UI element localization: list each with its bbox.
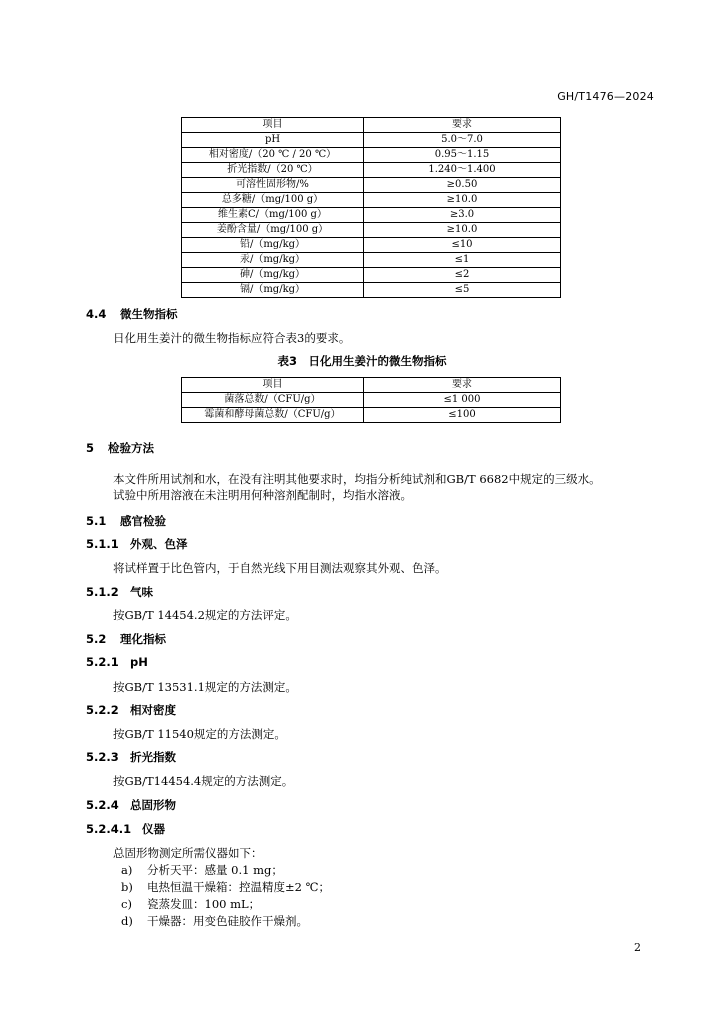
list-item-text: 电热恒温干燥箱：控温精度±2 ℃； <box>147 880 330 894</box>
list-marker: d) <box>121 914 133 928</box>
table-cell: 5.0～7.0 <box>364 133 561 148</box>
list-item-text: 瓷蒸发皿：100 mL； <box>147 897 261 911</box>
list-marker: a) <box>121 863 133 877</box>
table-cell: 折光指数/（20 ℃） <box>182 163 364 178</box>
table-cell: ≥10.0 <box>364 193 561 208</box>
section-number: 5.1 <box>86 514 107 528</box>
physicochemical-table <box>181 117 561 298</box>
table-cell: 铅/（mg/kg） <box>182 238 364 253</box>
section-heading-5-2 <box>86 631 166 647</box>
section-heading-5-1-1 <box>86 536 188 552</box>
column-header: 项目 <box>182 378 364 393</box>
table-cell: 镉/（mg/kg） <box>182 283 364 298</box>
section-number: 5.2.4 <box>86 798 119 812</box>
section-number: 5.2.3 <box>86 750 119 764</box>
table-caption: 表3 日化用生姜汁的微生物指标 <box>277 354 447 368</box>
section-heading-5-2-3 <box>86 749 176 765</box>
list-marker: b) <box>121 880 133 894</box>
list-item <box>121 862 283 878</box>
section-title: pH <box>130 655 148 669</box>
table-cell: 总多糖/（mg/100 g） <box>182 193 364 208</box>
table-row <box>182 208 561 223</box>
section-title: 折光指数 <box>130 750 176 764</box>
paragraph: 本文件所用试剂和水，在没有注明其他要求时，均指分析纯试剂和GB/T 6682中规定的三级水。 <box>113 472 601 486</box>
section-number: 4.4 <box>86 307 107 321</box>
table-cell: ≤2 <box>364 268 561 283</box>
table-header-row <box>182 378 561 393</box>
table-cell: 相对密度/（20 ℃ / 20 ℃） <box>182 148 364 163</box>
table-cell: pH <box>182 133 364 148</box>
table-cell: ≤5 <box>364 283 561 298</box>
table-row <box>182 193 561 208</box>
page-number: 2 <box>634 941 641 954</box>
section-number: 5 <box>86 441 95 455</box>
section-number: 5.1.2 <box>86 585 119 599</box>
table-row <box>182 283 561 298</box>
section-heading-5-2-4-1 <box>86 821 165 837</box>
section-title: 气味 <box>130 585 153 599</box>
paragraph: 试验中所用溶液在未注明用何种溶剂配制时，均指水溶液。 <box>113 488 412 502</box>
table-cell: 可溶性固形物/% <box>182 178 364 193</box>
section-title: 理化指标 <box>120 632 166 646</box>
table-row <box>182 268 561 283</box>
section-heading-5-2-2 <box>86 702 176 718</box>
table-row <box>182 253 561 268</box>
table-row <box>182 133 561 148</box>
table-cell: 维生素C/（mg/100 g） <box>182 208 364 223</box>
table-header-row <box>182 118 561 133</box>
table-row <box>182 393 561 408</box>
list-item-text: 干燥器：用变色硅胶作干燥剂。 <box>147 914 308 928</box>
table-cell: 砷/（mg/kg） <box>182 268 364 283</box>
paragraph: 按GB/T 11540规定的方法测定。 <box>113 727 286 741</box>
list-item <box>121 896 260 912</box>
list-marker: c) <box>121 897 132 911</box>
paragraph: 按GB/T 13531.1规定的方法测定。 <box>113 680 297 694</box>
section-heading-5-2-4 <box>86 797 176 813</box>
table-row <box>182 178 561 193</box>
section-number: 5.1.1 <box>86 537 119 551</box>
section-title: 外观、色泽 <box>130 537 188 551</box>
section-number: 5.2.1 <box>86 655 119 669</box>
table-cell: ≥3.0 <box>364 208 561 223</box>
table-cell: 菌落总数/（CFU/g） <box>182 393 364 408</box>
section-title: 总固形物 <box>130 798 176 812</box>
section-title: 相对密度 <box>130 703 176 717</box>
column-header: 要求 <box>364 378 561 393</box>
paragraph: 将试样置于比色管内，于自然光线下用目测法观察其外观、色泽。 <box>113 561 447 575</box>
table-cell: ≤100 <box>364 408 561 423</box>
list-item-text: 分析天平：感量 0.1 mg； <box>147 863 283 877</box>
section-title: 检验方法 <box>108 441 154 455</box>
paragraph: 总固形物测定所需仪器如下： <box>113 846 263 860</box>
section-number: 5.2.2 <box>86 703 119 717</box>
paragraph: 按GB/T14454.4规定的方法测定。 <box>113 774 294 788</box>
section-number: 5.2 <box>86 632 107 646</box>
section-heading-5-1 <box>86 513 166 529</box>
standard-code: GH/T1476—2024 <box>557 90 654 103</box>
table-cell: 汞/（mg/kg） <box>182 253 364 268</box>
column-header: 项目 <box>182 118 364 133</box>
table-cell: ≥10.0 <box>364 223 561 238</box>
table-row <box>182 163 561 178</box>
table-row <box>182 238 561 253</box>
section-heading-4-4 <box>86 306 178 322</box>
paragraph: 日化用生姜汁的微生物指标应符合表3的要求。 <box>113 331 351 345</box>
table-row <box>182 148 561 163</box>
section-number: 5.2.4.1 <box>86 822 132 836</box>
table-cell: 姜酚含量/（mg/100 g） <box>182 223 364 238</box>
section-title: 微生物指标 <box>120 307 178 321</box>
section-title: 仪器 <box>142 822 165 836</box>
table-cell: ≤10 <box>364 238 561 253</box>
paragraph: 按GB/T 14454.2规定的方法评定。 <box>113 608 297 622</box>
table-row <box>182 408 561 423</box>
table-cell: 霉菌和酵母菌总数/（CFU/g） <box>182 408 364 423</box>
table-cell: 0.95～1.15 <box>364 148 561 163</box>
section-heading-5-1-2 <box>86 584 153 600</box>
table-cell: 1.240～1.400 <box>364 163 561 178</box>
section-title: 感官检验 <box>120 514 166 528</box>
column-header: 要求 <box>364 118 561 133</box>
table-cell: ≤1 000 <box>364 393 561 408</box>
microbial-table <box>181 377 561 423</box>
table-cell: ≤1 <box>364 253 561 268</box>
section-heading-5-2-1 <box>86 655 148 669</box>
table-cell: ≥0.50 <box>364 178 561 193</box>
list-item <box>121 879 330 895</box>
list-item <box>121 913 308 929</box>
table-row <box>182 223 561 238</box>
section-heading-5 <box>86 440 154 456</box>
